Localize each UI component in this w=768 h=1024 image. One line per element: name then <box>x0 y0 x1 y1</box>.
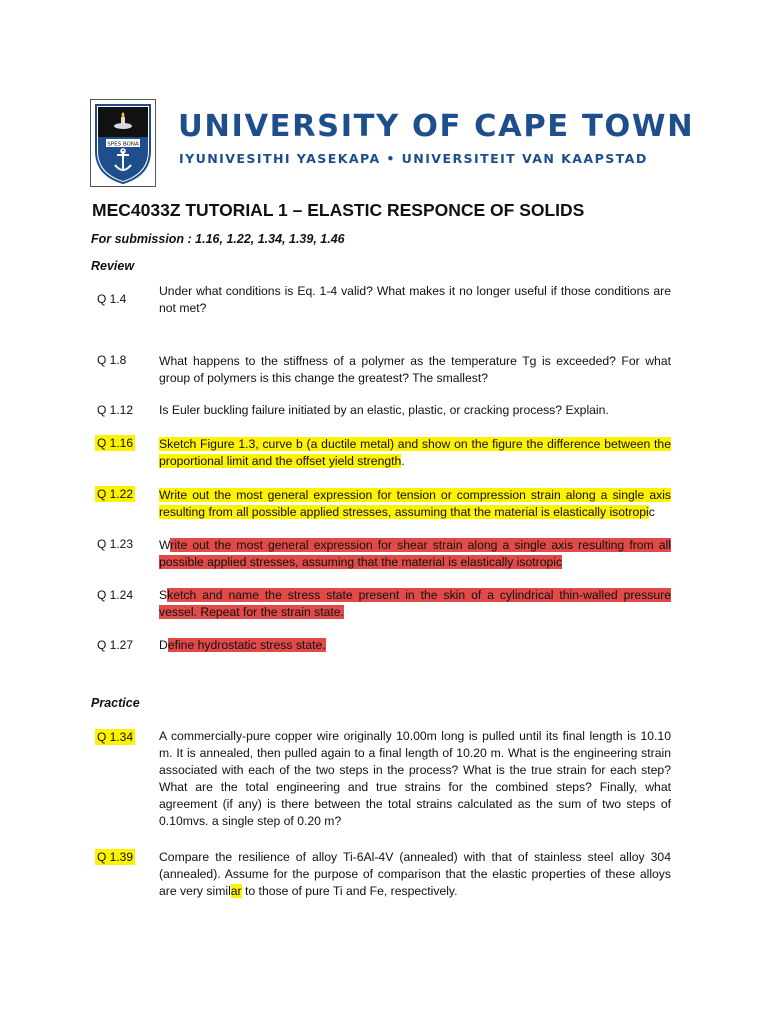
university-subtitle: IYUNIVESITHI YASEKAPA • UNIVERSITEIT VAN KAAPSTAD <box>179 151 648 166</box>
question-text: A commercially-pure copper wire originally 10.00m long is pulled until its final length is 10.10 m. It is annealed, then pulled again to a final length of 10.20 m. What is the engineering strain associated with each of the two steps in the process? What is the true strain for each step? What are the total engineering and true strains for the combined steps? Finally, what agreement (if any) is there between the total strains calculated as the sum of two steps of 0.10mvs. a single step of 0.20 m? <box>159 729 671 828</box>
yellow-highlight: Sketch Figure 1.3, curve b (a ductile metal) and show on the figure the difference between the proportional limit and the offset yield strength <box>159 437 671 468</box>
section-heading-review: Review <box>91 259 135 273</box>
yellow-highlight: Write out the most general expression for tension or compression strain along a single axis resulting from all possible applied stresses, assuming that the material is elastically isotropi <box>159 488 671 519</box>
question-text: Compare the resilience of alloy Ti-6Al-4V (annealed) with that of stainless steel alloy 304 (annealed). Assume for the purpose of comparison that the elastic properties of these alloys are very similar to those of pure Ti and Fe, respectively. <box>159 850 671 898</box>
question-text: Is Euler buckling failure initiated by an elastic, plastic, or cracking process? Explain. <box>159 403 609 417</box>
red-highlight: efine hydrostatic stress state. <box>167 638 326 652</box>
question-text: What happens to the stiffness of a polymer as the temperature Tg is exceeded? For what group of polymers is this change the greatest? The smallest? <box>159 354 671 385</box>
question-number: Q 1.27 <box>97 638 134 652</box>
question-number-highlighted: Q 1.22 <box>97 487 134 501</box>
yellow-highlight: ar <box>230 884 242 898</box>
question-number: Q 1.4 <box>97 292 127 306</box>
question-text: Write out the most general expression for tension or compression strain along a single axis resulting from all possible applied stresses, assuming that the material is elastically isotropic <box>159 488 671 519</box>
university-name: UNIVERSITY OF CAPE TOWN <box>178 109 695 144</box>
question-text: Under what conditions is Eq. 1-4 valid? What makes it no longer useful if those conditions are not met? <box>159 284 671 315</box>
question-number: Q 1.23 <box>97 537 134 551</box>
question-number: Q 1.12 <box>97 403 134 417</box>
section-heading-practice: Practice <box>91 696 140 710</box>
question-text: Define hydrostatic stress state. <box>159 638 326 652</box>
question-number: Q 1.24 <box>97 588 134 602</box>
submission-note: For submission : 1.16, 1.22, 1.34, 1.39, 1.46 <box>91 232 345 246</box>
question-number-highlighted: Q 1.39 <box>97 850 134 864</box>
question-text: Sketch and name the stress state present in the skin of a cylindrical thin-walled pressure vessel. Repeat for the strain state. <box>159 588 671 619</box>
svg-text:SPES BONA: SPES BONA <box>107 141 139 148</box>
question-number-highlighted: Q 1.16 <box>97 436 134 450</box>
question-number-highlighted: Q 1.34 <box>97 730 134 744</box>
document-title: MEC4033Z TUTORIAL 1 – ELASTIC RESPONCE OF SOLIDS <box>92 200 585 220</box>
uct-crest-logo <box>90 99 156 187</box>
question-text: Write out the most general expression for shear strain along a single axis resulting from all possible applied stresses, assuming that the material is elastically isotropic <box>159 538 671 569</box>
red-highlight: rite out the most general expression for shear strain along a single axis resulting from all possible applied stresses, assuming that the material is elastically isotropic <box>159 538 671 569</box>
question-text: Sketch Figure 1.3, curve b (a ductile metal) and show on the figure the difference between the proportional limit and the offset yield strength. <box>159 437 671 468</box>
question-number: Q 1.8 <box>97 353 127 367</box>
red-highlight: ketch and name the stress state present in the skin of a cylindrical thin-walled pressure vessel. Repeat for the strain state. <box>159 588 671 619</box>
